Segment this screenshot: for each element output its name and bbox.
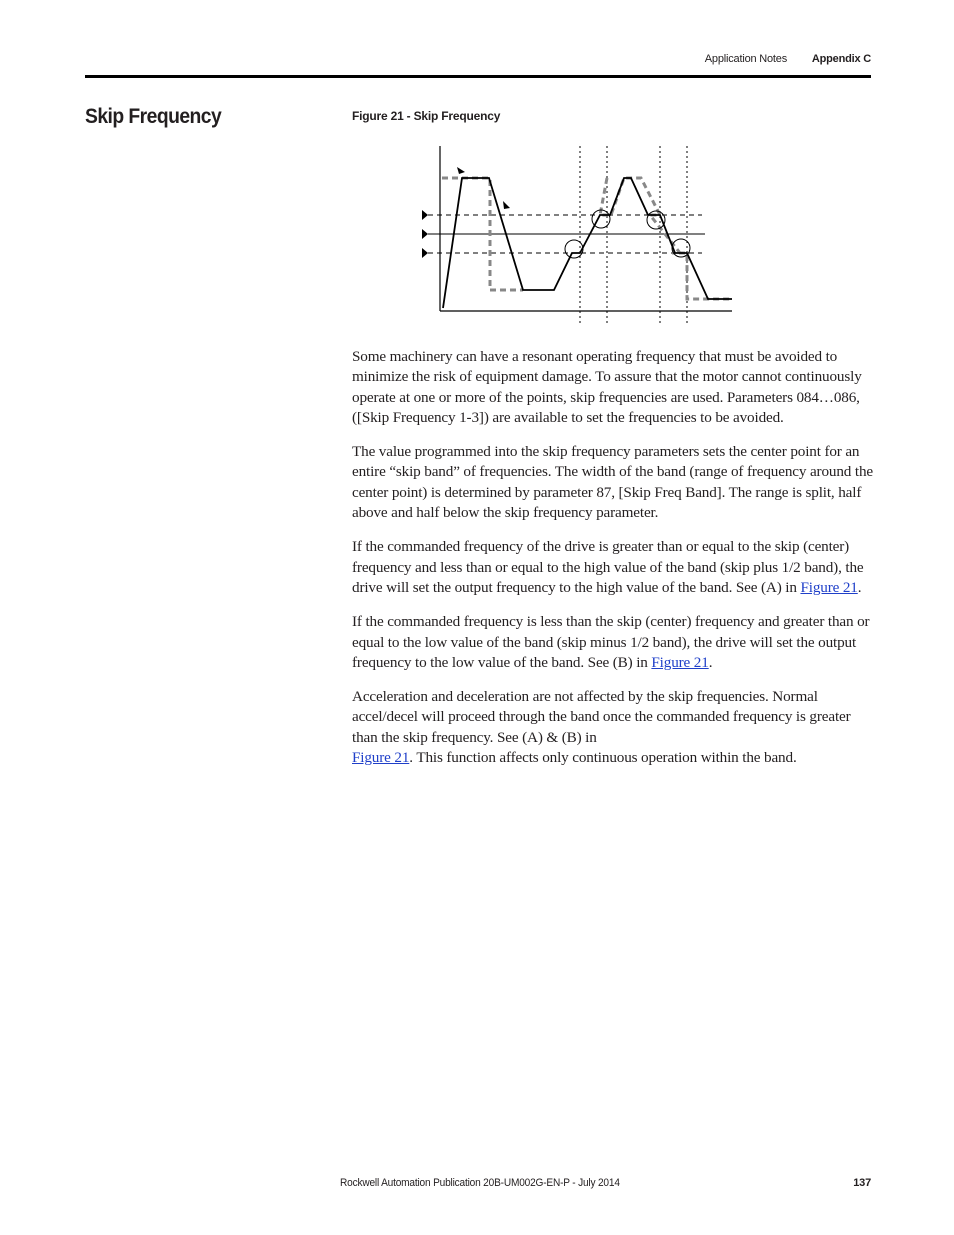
figure-21-link[interactable]: Figure 21	[651, 653, 709, 671]
skip-hold-trace	[600, 178, 732, 299]
paragraph-text: .	[857, 578, 862, 596]
skip-frequency-diagram	[410, 140, 740, 330]
paragraph-text: . This function affects only continuous operation within the band.	[409, 749, 797, 767]
paragraph	[352, 442, 877, 523]
publication-info: Rockwell Automation Publication 20B-UM002G-EN-P - July 2014	[340, 1177, 620, 1189]
paragraph-text: If the commanded frequency of the drive is greater than or equal to the skip (center) frequency and less than or equal to the high value of the band (skip plus 1/2 band), the drive will set the output frequency to the high value of the band. See (A) in	[352, 538, 864, 596]
time-marker-lines	[580, 146, 687, 324]
callout-arrowheads	[457, 167, 510, 209]
skip-band-lines	[428, 215, 705, 253]
section-title: Skip Frequency	[85, 105, 222, 128]
paragraph-text: Some machinery can have a resonant operating frequency that must be avoided to minimize the risk of equipment damage. To assure that the motor cannot continuously operate at one or more of the points, skip frequencies are used. Parameters 084…086, ([Skip Frequency 1-3]) are available to set the frequencies to be avoided.	[352, 348, 862, 426]
header-rule	[85, 75, 871, 78]
paragraph	[352, 537, 877, 598]
figure-caption: Figure 21 - Skip Frequency	[352, 109, 501, 123]
paragraph	[352, 612, 877, 673]
running-header	[705, 53, 871, 65]
paragraph-text: Acceleration and deceleration are not affected by the skip frequencies. Normal accel/decel will proceed through the band once the commanded frequency is greater than the skip frequency. See (A) & (B) in	[352, 688, 851, 746]
paragraph	[352, 347, 877, 428]
figure-21-link[interactable]: Figure 21	[800, 578, 858, 596]
header-appendix-label: Appendix C	[811, 53, 871, 65]
band-arrow-markers	[422, 210, 428, 258]
page-number: 137	[853, 1177, 871, 1189]
body-text	[352, 347, 877, 782]
header-section-name: Application Notes	[704, 53, 788, 65]
paragraph-text: If the commanded frequency is less than the skip (center) frequency and greater than or equal to the low value of the band (skip minus 1/2 band), the drive will set the output frequency to the low value of the band. See (B) in	[352, 613, 870, 671]
figure-21-link[interactable]: Figure 21	[352, 749, 410, 767]
paragraph-text: The value programmed into the skip frequency parameters sets the center point for an entire “skip band” of frequencies. The width of the band (range of frequency around the center point) is determined by parameter 87, [Skip Freq Band]. The range is split, half above and half below the skip frequency parameter.	[352, 443, 873, 522]
paragraph	[352, 687, 877, 768]
paragraph-text: .	[708, 653, 713, 671]
